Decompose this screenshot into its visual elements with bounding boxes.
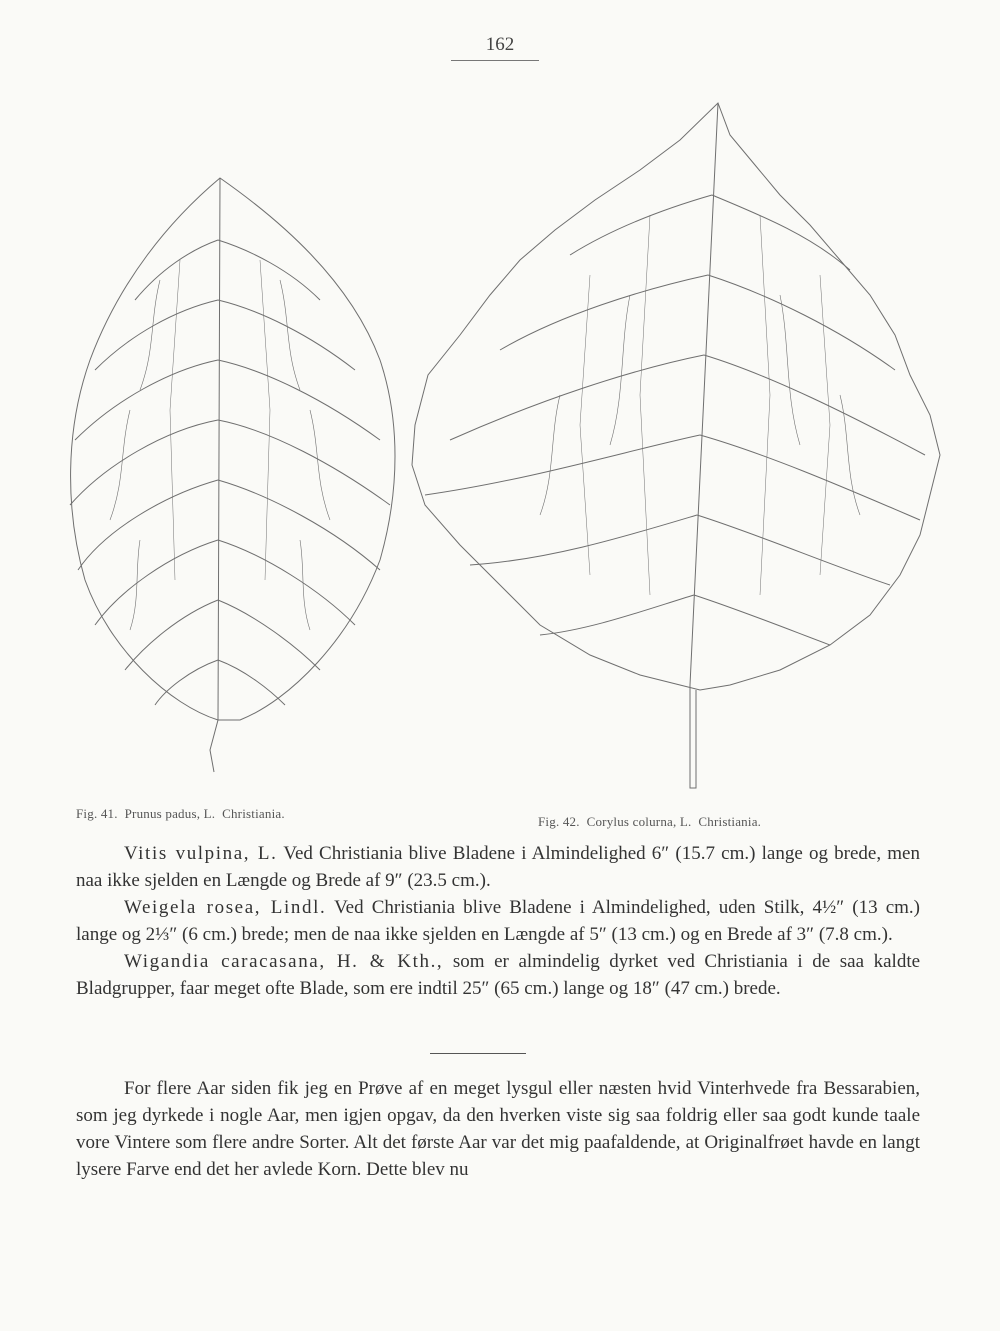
figure-41-caption: [76, 806, 285, 822]
figure-42-place: Christiania.: [698, 814, 762, 829]
paragraph-vitis-vulpina: [76, 840, 920, 894]
section-divider: [430, 1053, 526, 1054]
paragraph-wigandia-caracasana: [76, 948, 920, 1002]
figure-41-place: Christiania.: [222, 806, 285, 821]
figure-41-species: Prunus padus, L.: [124, 806, 216, 821]
figure-42-caption: [538, 814, 761, 830]
species-notes: [76, 840, 920, 1002]
paragraph-text: som er almindelig dyrket ved Christiania i de saa kaldte Bladgrupper, faar meget ofte Blade, som ere indtil 25″ (65 cm.) lange og 18″ (47 cm.) brede.: [76, 951, 921, 999]
page-number: 162: [485, 34, 515, 55]
species-name: Vitis vulpina, L.: [124, 843, 278, 864]
figure-42: [400, 95, 960, 795]
species-name: Wigandia caracasana, H. & Kth.,: [124, 951, 444, 972]
closing-section: [76, 1075, 920, 1183]
species-name: Weigela rosea, Lindl.: [124, 897, 327, 918]
paragraph-text: Ved Christiania blive Bladene i Almindelighed, uden Stilk, 4½″ (13 cm.) lange og 2⅓″ (6 cm.) brede; men de naa ikke sjelden en Længde af 5″ (13 cm.) og en Brede af 3″ (7.8 cm.).: [76, 897, 920, 945]
figure-41: [50, 160, 430, 810]
figure-42-species: Corylus colurna, L.: [586, 814, 692, 829]
figure-42-label: Fig. 42.: [538, 814, 580, 829]
figure-41-label: Fig. 41.: [76, 806, 118, 821]
paragraph-vinterhvede: For flere Aar siden fik jeg en Prøve af en meget lysgul eller næsten hvid Vinterhvede fra Bessarabien, som jeg dyrkede i nogle Aar, men igjen opgav, da den hverken viste sig saa foldrig eller saa godt kunde taale vore Vintere som flere andre Sorter. Alt det første Aar var det mig paafaldende, at Originalfrøet havde en langt lysere Farve end det her avlede Korn. Dette blev nu: [76, 1078, 920, 1180]
header-rule: [451, 60, 539, 61]
prunus-padus-leaf-illustration: [50, 160, 430, 810]
corylus-colurna-leaf-illustration: [400, 95, 960, 795]
paragraph-text: Ved Christiania blive Bladene i Almindelighed 6″ (15.7 cm.) lange og brede, men naa ikke sjelden en Længde og Brede af 9″ (23.5 cm.).: [76, 843, 920, 891]
paragraph-weigela-rosea: [76, 894, 920, 948]
